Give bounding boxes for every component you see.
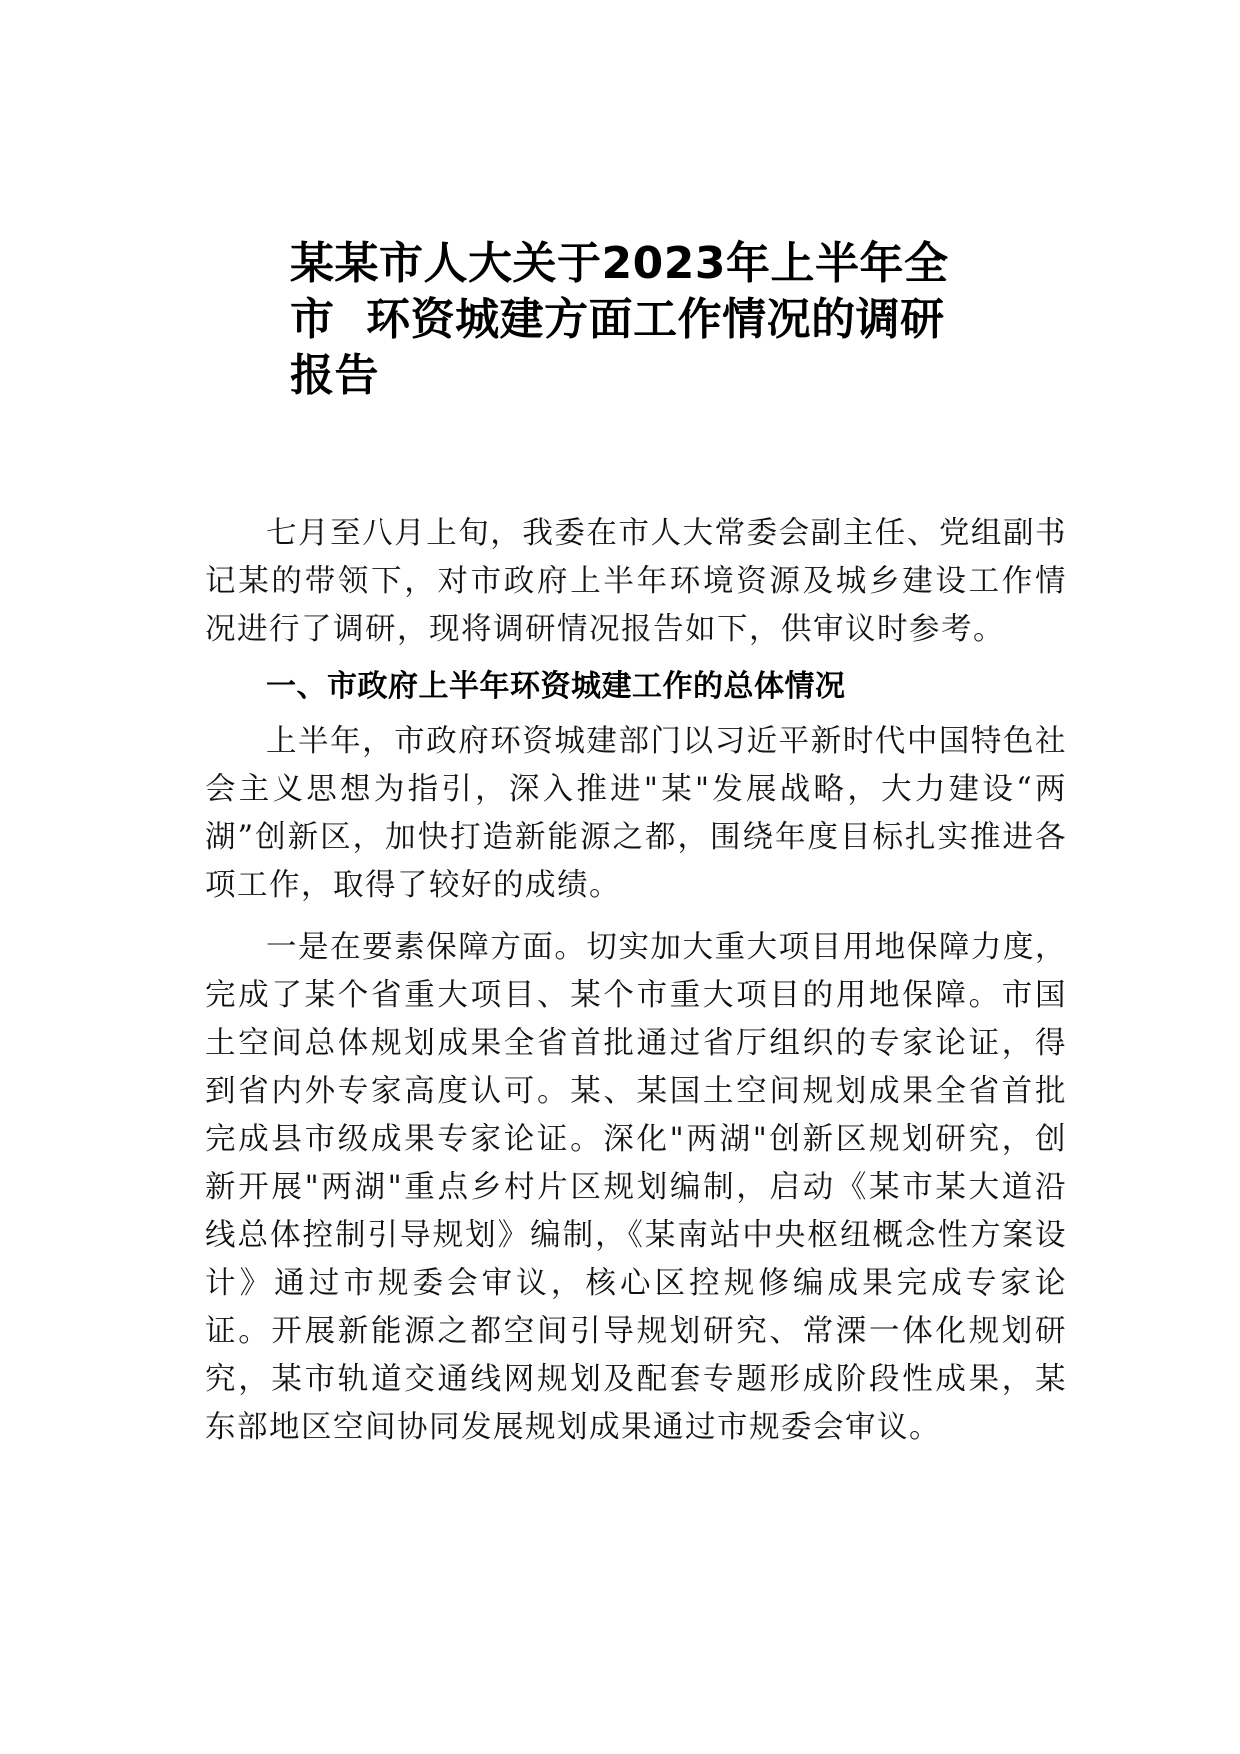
document-title bbox=[290, 236, 990, 404]
title-line-3: 报告 bbox=[290, 350, 379, 401]
title-line-2: 市 环资城建方面工作情况的调研 bbox=[290, 294, 945, 345]
body-paragraph-2: 一是在要素保障方面。切实加大重大项目用地保障力度，完成了某个省重大项目、某个市重大项目的用地保障。市国土空间总体规划成果全省首批通过省厅组织的专家论证，得到省内外专家高度认可。某、某国土空间规划成果全省首批完成县市级成果专家论证。深化"两湖"创新区规划研究，创新开展"两湖"重点乡村片区规划编制，启动《某市某大道沿线总体控制引导规划》编制，《某南站中央枢纽概念性方案设计》通过市规委会审议，核心区控规修编成果完成专家论证。开展新能源之都空间引导规划研究、常溧一体化规划研究，某市轨道交通线网规划及配套专题形成阶段性成果，某东部地区空间协同发展规划成果通过市规委会审议。 bbox=[205, 930, 1067, 1445]
body-paragraph-1: 上半年，市政府环资城建部门以习近平新时代中国特色社会主义思想为指引，深入推进"某"发展战略，大力建设“两湖”创新区，加快打造新能源之都，围绕年度目标扎实推进各项工作，取得了较好的成绩。 bbox=[205, 724, 1067, 903]
section-heading-1: 一、市政府上半年环资城建工作的总体情况 bbox=[266, 669, 846, 704]
title-line-1: 某某市人大关于2023年上半年全 bbox=[290, 238, 949, 289]
intro-paragraph: 七月至八月上旬，我委在市人大常委会副主任、党组副书记某的带领下，对市政府上半年环境资源及城乡建设工作情况进行了调研，现将调研情况报告如下，供审议时参考。 bbox=[205, 516, 1067, 647]
document-body bbox=[205, 510, 1067, 1452]
